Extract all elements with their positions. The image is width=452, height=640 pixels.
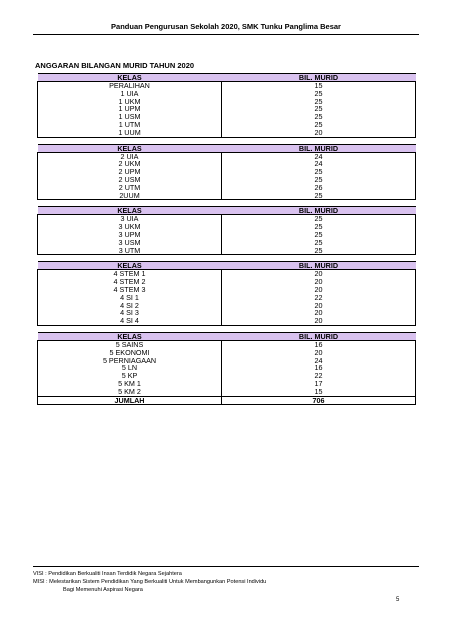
table-row	[38, 113, 416, 121]
bil-murid-cell: 15	[222, 388, 416, 396]
bil-murid-cell: 25	[222, 247, 416, 255]
table-row	[38, 105, 416, 113]
kelas-cell: 1 UIA	[38, 90, 222, 98]
footer-misi: MISI : Melestarikan Sistem Pendidikan Yang Berkualiti Untuk Membangunkan Potensi Individu	[33, 579, 267, 585]
class-table	[37, 206, 416, 255]
bil-murid-cell: 25	[222, 105, 416, 113]
bil-murid-cell: 25	[222, 176, 416, 184]
section-title: ANGGARAN BILANGAN MURID TAHUN 2020	[35, 61, 195, 70]
kelas-cell: 3 UPM	[38, 231, 222, 239]
table-header-row	[38, 332, 416, 340]
total-value: 706	[222, 396, 416, 405]
kelas-cell: 1 UUM	[38, 129, 222, 137]
bil-murid-header: BIL. MURID	[222, 262, 416, 270]
kelas-cell: PERALIHAN	[38, 82, 222, 90]
bil-murid-cell: 16	[222, 340, 416, 348]
kelas-cell: 1 UKM	[38, 98, 222, 106]
bil-murid-cell: 22	[222, 294, 416, 302]
table-row	[38, 152, 416, 160]
table-row	[38, 223, 416, 231]
kelas-cell: 4 SI 2	[38, 302, 222, 310]
bil-murid-cell: 25	[222, 215, 416, 223]
kelas-cell: 4 SI 1	[38, 294, 222, 302]
kelas-cell: 4 SI 3	[38, 309, 222, 317]
bil-murid-cell: 20	[222, 129, 416, 137]
header-title: Panduan Pengurusan Sekolah 2020, SMK Tunku Panglima Besar	[111, 22, 341, 31]
table-row	[38, 286, 416, 294]
bil-murid-cell: 20	[222, 278, 416, 286]
table-row	[38, 380, 416, 388]
kelas-cell: 1 USM	[38, 113, 222, 121]
table-row	[38, 247, 416, 255]
bil-murid-cell: 17	[222, 380, 416, 388]
table-row	[38, 215, 416, 223]
table-header-row	[38, 74, 416, 82]
kelas-cell: 2 UKM	[38, 160, 222, 168]
kelas-cell: 5 KM 1	[38, 380, 222, 388]
class-table	[37, 73, 416, 138]
total-row	[38, 396, 416, 405]
kelas-cell: 4 STEM 2	[38, 278, 222, 286]
table-row	[38, 98, 416, 106]
kelas-cell: 3 USM	[38, 239, 222, 247]
table-row	[38, 372, 416, 380]
bil-murid-cell: 24	[222, 152, 416, 160]
kelas-cell: 3 UIA	[38, 215, 222, 223]
table-row	[38, 82, 416, 90]
kelas-cell: 2 UIA	[38, 152, 222, 160]
table-row	[38, 302, 416, 310]
bil-murid-cell: 25	[222, 121, 416, 129]
kelas-cell: 2 UPM	[38, 168, 222, 176]
kelas-header: KELAS	[38, 74, 222, 82]
table-row	[38, 294, 416, 302]
bil-murid-cell: 20	[222, 317, 416, 325]
footer-visi: VISI : Pendidikan Berkualiti Insan Terdidik Negara Sejahtera	[33, 571, 182, 577]
bil-murid-cell: 25	[222, 239, 416, 247]
student-count-tables	[37, 73, 415, 411]
table-row	[38, 90, 416, 98]
kelas-cell: 2UUM	[38, 192, 222, 200]
total-label: JUMLAH	[38, 396, 222, 405]
table-row	[38, 340, 416, 348]
kelas-header: KELAS	[38, 332, 222, 340]
kelas-cell: 5 KM 2	[38, 388, 222, 396]
kelas-cell: 5 LN	[38, 364, 222, 372]
table-header-row	[38, 262, 416, 270]
footer-misi-cont: Bagi Memenuhi Aspirasi Negara	[63, 587, 143, 593]
kelas-cell: 2 UTM	[38, 184, 222, 192]
bil-murid-cell: 25	[222, 90, 416, 98]
page-footer	[33, 566, 419, 594]
table-row	[38, 168, 416, 176]
page-header	[33, 22, 419, 35]
kelas-cell: 5 EKONOMI	[38, 349, 222, 357]
bil-murid-header: BIL. MURID	[222, 332, 416, 340]
bil-murid-cell: 25	[222, 223, 416, 231]
kelas-cell: 4 SI 4	[38, 317, 222, 325]
table-row	[38, 239, 416, 247]
kelas-cell: 3 UKM	[38, 223, 222, 231]
bil-murid-cell: 25	[222, 231, 416, 239]
bil-murid-cell: 15	[222, 82, 416, 90]
bil-murid-cell: 20	[222, 286, 416, 294]
bil-murid-header: BIL. MURID	[222, 74, 416, 82]
kelas-cell: 5 SAINS	[38, 340, 222, 348]
table-row	[38, 160, 416, 168]
kelas-header: KELAS	[38, 262, 222, 270]
bil-murid-cell: 20	[222, 270, 416, 278]
table-row	[38, 349, 416, 357]
table-row	[38, 364, 416, 372]
kelas-cell: 4 STEM 3	[38, 286, 222, 294]
class-table	[37, 332, 416, 405]
table-row	[38, 317, 416, 325]
table-row	[38, 176, 416, 184]
bil-murid-header: BIL. MURID	[222, 144, 416, 152]
kelas-cell: 4 STEM 1	[38, 270, 222, 278]
table-row	[38, 231, 416, 239]
bil-murid-header: BIL. MURID	[222, 207, 416, 215]
table-row	[38, 184, 416, 192]
page-number: 5	[396, 597, 400, 603]
kelas-header: KELAS	[38, 207, 222, 215]
bil-murid-cell: 26	[222, 184, 416, 192]
table-row	[38, 278, 416, 286]
table-row	[38, 192, 416, 200]
bil-murid-cell: 16	[222, 364, 416, 372]
class-table	[37, 144, 416, 201]
table-row	[38, 121, 416, 129]
table-row	[38, 388, 416, 396]
kelas-cell: 3 UTM	[38, 247, 222, 255]
kelas-cell: 1 UTM	[38, 121, 222, 129]
bil-murid-cell: 25	[222, 98, 416, 106]
bil-murid-cell: 22	[222, 372, 416, 380]
bil-murid-cell: 20	[222, 309, 416, 317]
bil-murid-cell: 25	[222, 168, 416, 176]
class-table	[37, 261, 416, 326]
table-row	[38, 129, 416, 137]
kelas-header: KELAS	[38, 144, 222, 152]
kelas-cell: 5 KP	[38, 372, 222, 380]
table-row	[38, 357, 416, 365]
table-header-row	[38, 207, 416, 215]
bil-murid-cell: 25	[222, 113, 416, 121]
bil-murid-cell: 24	[222, 160, 416, 168]
table-header-row	[38, 144, 416, 152]
bil-murid-cell: 24	[222, 357, 416, 365]
kelas-cell: 2 USM	[38, 176, 222, 184]
table-row	[38, 270, 416, 278]
bil-murid-cell: 20	[222, 302, 416, 310]
kelas-cell: 1 UPM	[38, 105, 222, 113]
bil-murid-cell: 20	[222, 349, 416, 357]
kelas-cell: 5 PERNIAGAAN	[38, 357, 222, 365]
table-row	[38, 309, 416, 317]
bil-murid-cell: 25	[222, 192, 416, 200]
